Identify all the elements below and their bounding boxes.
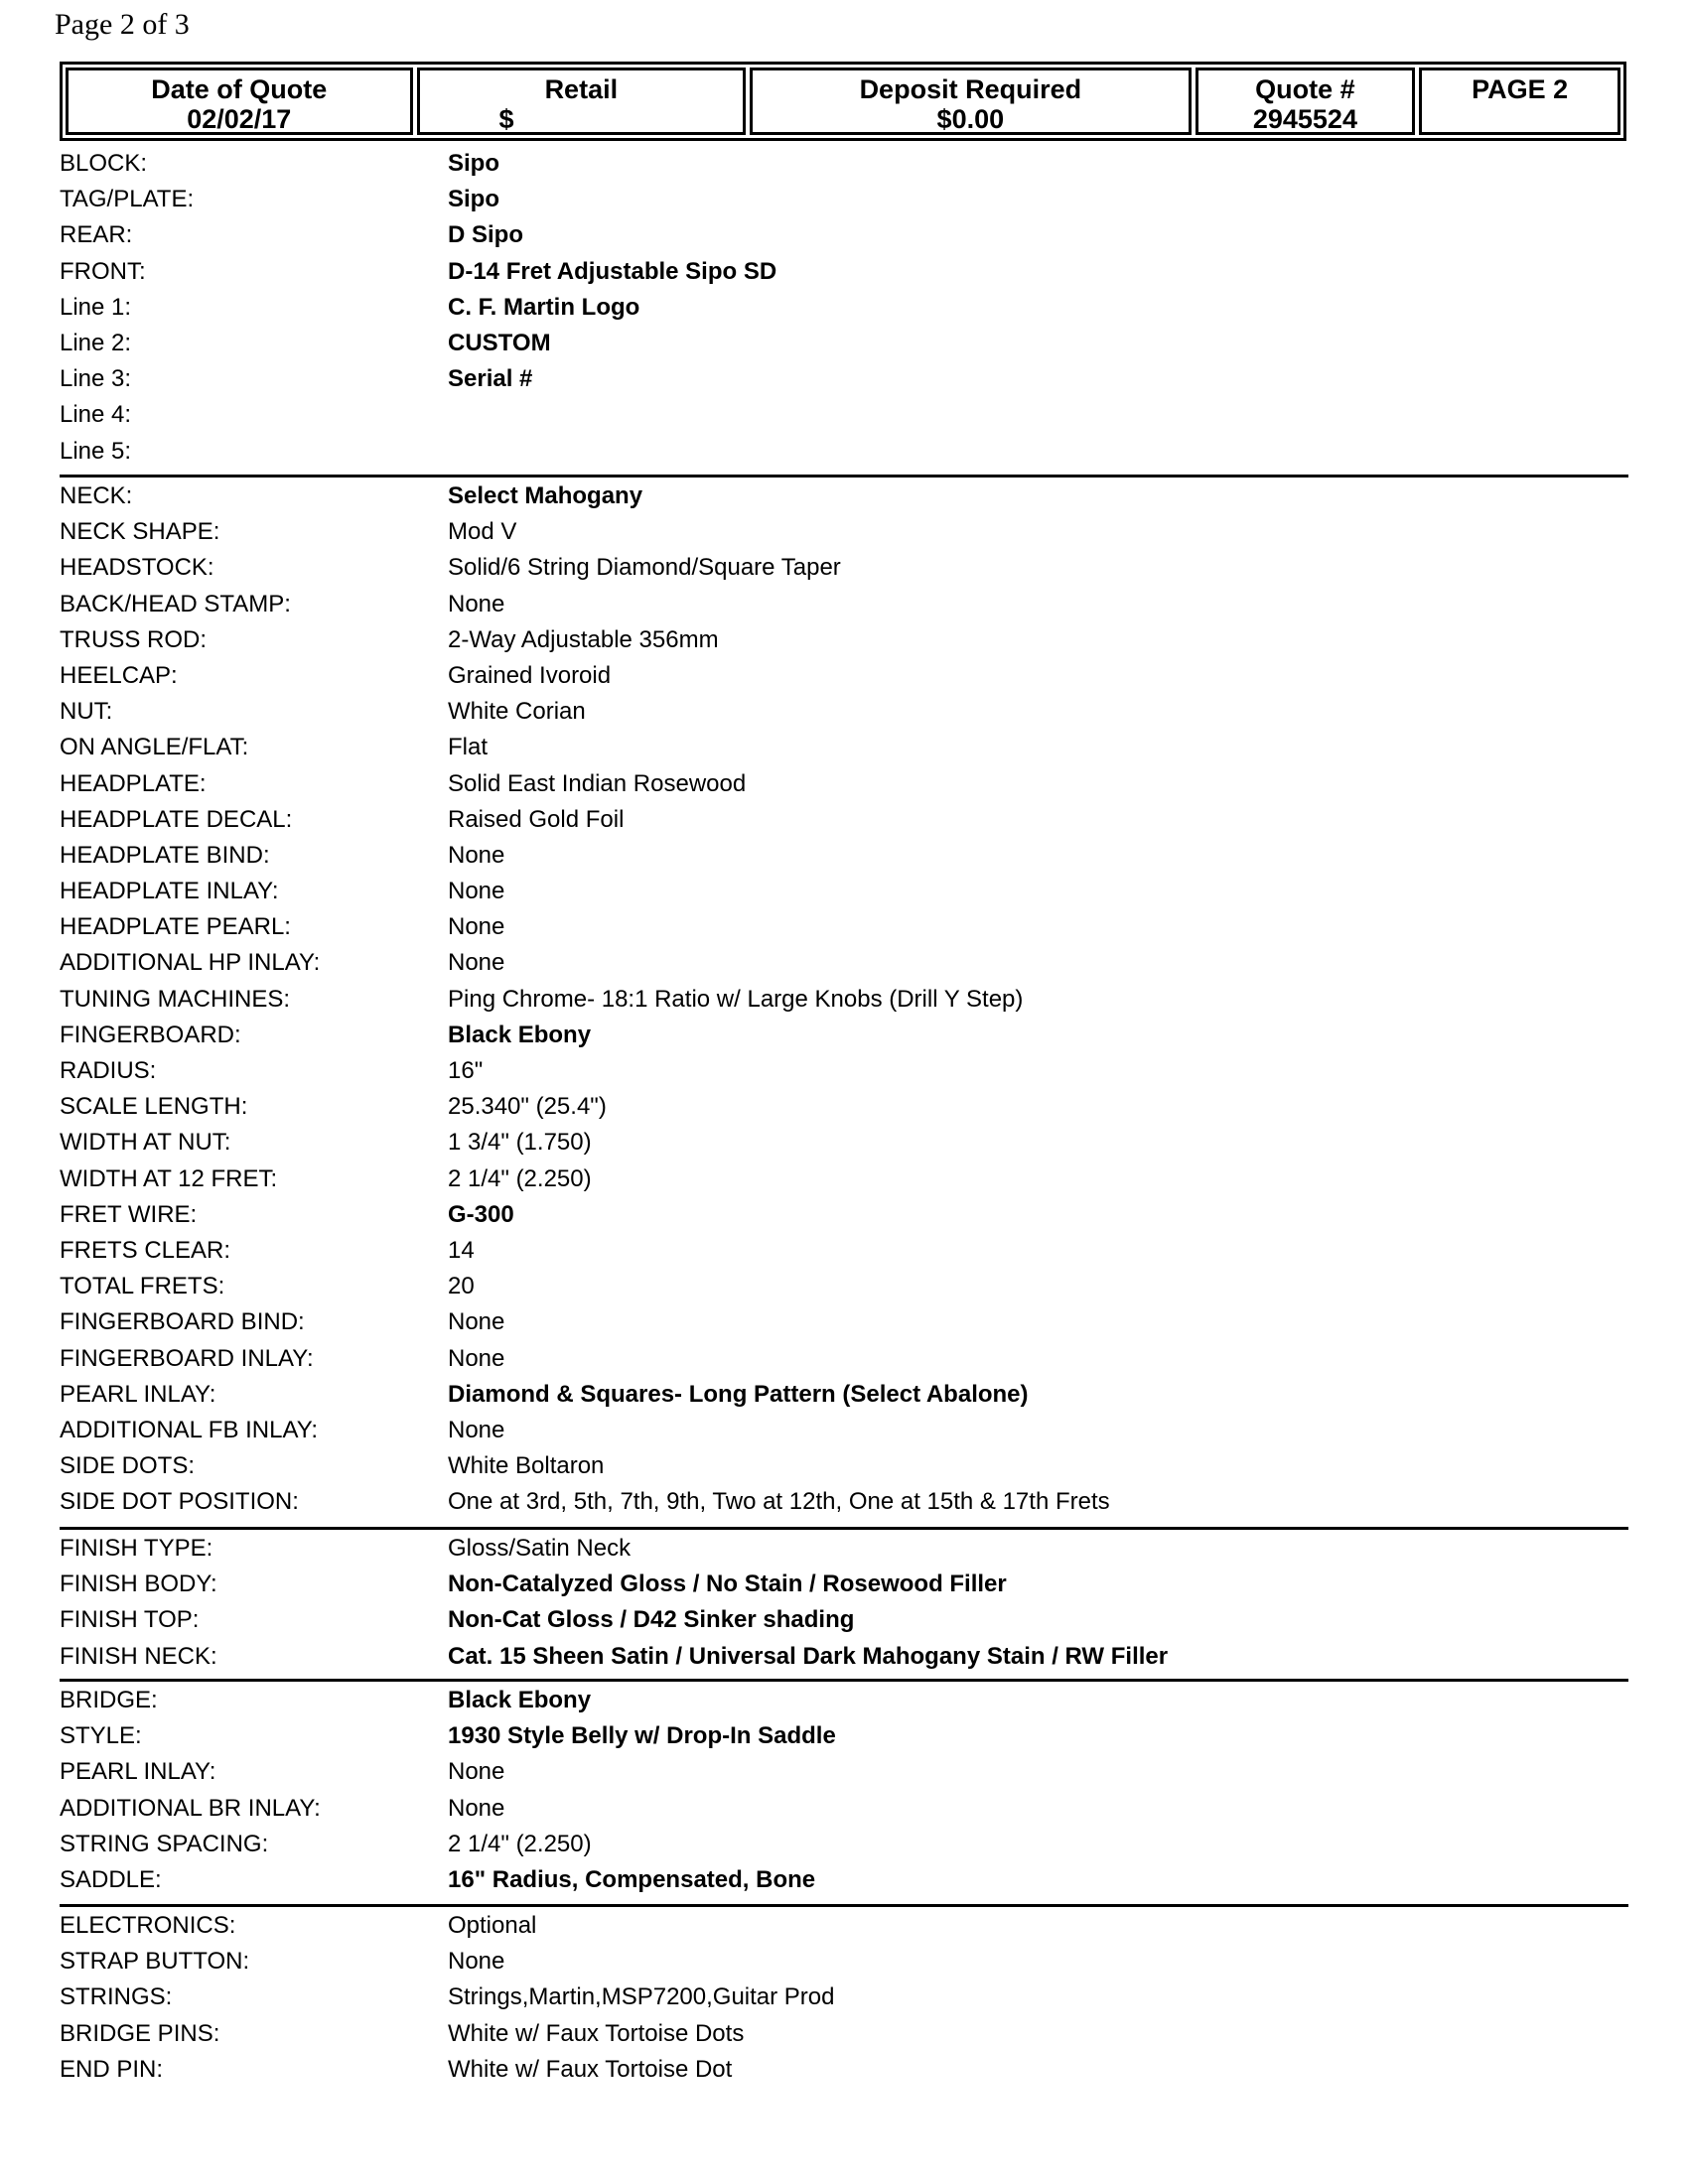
spec-value: 2 1/4" (2.250) [448, 1164, 592, 1192]
spec-value: Mod V [448, 518, 517, 546]
spec-row [60, 1719, 1628, 1755]
spec-row [60, 1603, 1628, 1639]
header-value: $0.00 [936, 104, 1005, 134]
spec-label: ELECTRONICS: [60, 1912, 236, 1939]
spec-value: D Sipo [448, 221, 523, 249]
spec-label: HEADPLATE: [60, 769, 207, 797]
block-section [60, 147, 1628, 471]
spec-row [60, 2053, 1628, 2089]
spec-value: Diamond & Squares- Long Pattern (Select Abalone) [448, 1380, 1029, 1408]
header-label: Quote # [1255, 74, 1355, 104]
spec-label: FINISH TYPE: [60, 1535, 213, 1562]
spec-label: HEADPLATE DECAL: [60, 805, 293, 833]
section-divider [60, 475, 1628, 478]
spec-value: G-300 [448, 1200, 514, 1228]
spec-value: Non-Catalyzed Gloss / No Stain / Rosewood Filler [448, 1570, 1007, 1598]
spec-label: HEADPLATE INLAY: [60, 878, 279, 905]
spec-label: STRAP BUTTON: [60, 1948, 250, 1976]
quote-number-cell [1196, 68, 1416, 135]
spec-value: None [448, 913, 505, 941]
spec-row [60, 1162, 1628, 1198]
section-divider [60, 1904, 1628, 1907]
finish-section [60, 1532, 1628, 1676]
spec-row [60, 1792, 1628, 1828]
spec-value: White w/ Faux Tortoise Dot [448, 2055, 733, 2083]
spec-value: White w/ Faux Tortoise Dots [448, 2019, 745, 2047]
section-divider [60, 1679, 1628, 1682]
spec-row [60, 1980, 1628, 2016]
section-divider [60, 1527, 1628, 1530]
spec-row [60, 1485, 1628, 1521]
spec-label: ADDITIONAL HP INLAY: [60, 949, 321, 977]
spec-label: ON ANGLE/FLAT: [60, 734, 249, 761]
header-value: 02/02/17 [187, 104, 292, 134]
spec-label: ADDITIONAL BR INLAY: [60, 1794, 321, 1822]
spec-label: STRING SPACING: [60, 1830, 269, 1857]
page-number-cell [1419, 68, 1620, 135]
header-value: 2945524 [1252, 104, 1357, 134]
spec-value: None [448, 841, 505, 869]
spec-row [60, 147, 1628, 183]
spec-row [60, 1270, 1628, 1305]
spec-row [60, 1019, 1628, 1054]
spec-value: One at 3rd, 5th, 7th, 9th, Two at 12th, One at 15th & 17th Frets [448, 1488, 1110, 1516]
spec-label: Line 2: [60, 329, 132, 356]
spec-label: PEARL INLAY: [60, 1380, 216, 1408]
spec-label: TOTAL FRETS: [60, 1273, 225, 1300]
spec-label: BRIDGE: [60, 1687, 158, 1713]
spec-row [60, 479, 1628, 515]
hardware-section [60, 1909, 1628, 2089]
spec-label: SIDE DOT POSITION: [60, 1488, 299, 1516]
spec-label: FINISH NECK: [60, 1642, 217, 1670]
header-label: Retail [544, 74, 619, 104]
spec-row [60, 255, 1628, 291]
spec-label: SIDE DOTS: [60, 1452, 196, 1480]
spec-row [60, 588, 1628, 623]
spec-row [60, 362, 1628, 398]
spec-row [60, 1126, 1628, 1161]
quote-header-table [60, 62, 1626, 141]
spec-value: Select Mahogany [448, 482, 643, 509]
spec-row [60, 731, 1628, 766]
header-label: Deposit Required [859, 74, 1082, 104]
spec-label: NUT: [60, 698, 113, 726]
spec-label: BRIDGE PINS: [60, 2019, 220, 2047]
spec-row [60, 1449, 1628, 1485]
spec-label: REAR: [60, 221, 133, 249]
spec-row [60, 1755, 1628, 1791]
spec-row [60, 398, 1628, 434]
spec-label: Line 1: [60, 293, 132, 321]
spec-row [60, 767, 1628, 803]
deposit-required-cell [750, 68, 1191, 135]
spec-row [60, 1054, 1628, 1090]
spec-value: Solid East Indian Rosewood [448, 769, 747, 797]
spec-label: STRINGS: [60, 1983, 173, 2011]
spec-label: NECK SHAPE: [60, 518, 220, 546]
spec-row [60, 839, 1628, 875]
spec-row [60, 1568, 1628, 1603]
spec-value: 2 1/4" (2.250) [448, 1830, 592, 1857]
spec-value: None [448, 1758, 505, 1786]
page-label: Page 2 of 3 [55, 8, 190, 41]
spec-row [60, 1909, 1628, 1945]
spec-row [60, 1090, 1628, 1126]
spec-row [60, 623, 1628, 659]
spec-value: Raised Gold Foil [448, 805, 625, 833]
spec-value: Gloss/Satin Neck [448, 1535, 632, 1562]
spec-label: Line 4: [60, 401, 132, 429]
spec-value: Optional [448, 1912, 537, 1939]
spec-row [60, 1640, 1628, 1676]
spec-label: HEADPLATE PEARL: [60, 913, 291, 941]
spec-label: END PIN: [60, 2055, 164, 2083]
spec-row [60, 218, 1628, 254]
spec-value: 1930 Style Belly w/ Drop-In Saddle [448, 1722, 836, 1750]
spec-label: SCALE LENGTH: [60, 1093, 248, 1121]
spec-value: CUSTOM [448, 329, 551, 356]
spec-label: STYLE: [60, 1722, 142, 1750]
spec-row [60, 1532, 1628, 1568]
spec-label: ADDITIONAL FB INLAY: [60, 1416, 319, 1443]
spec-label: WIDTH AT 12 FRET: [60, 1164, 278, 1192]
spec-row [60, 875, 1628, 910]
spec-label: Line 5: [60, 437, 132, 465]
spec-value: Sipo [448, 186, 499, 213]
spec-row [60, 1342, 1628, 1378]
spec-label: PEARL INLAY: [60, 1758, 216, 1786]
spec-value: 16" [448, 1057, 484, 1084]
spec-row [60, 695, 1628, 731]
spec-row [60, 1414, 1628, 1449]
spec-value: 2-Way Adjustable 356mm [448, 625, 719, 653]
header-label: PAGE 2 [1472, 74, 1569, 104]
spec-row [60, 1684, 1628, 1719]
spec-row [60, 803, 1628, 839]
spec-label: Line 3: [60, 365, 132, 393]
spec-row [60, 1305, 1628, 1341]
spec-row [60, 1378, 1628, 1414]
spec-label: FRONT: [60, 257, 146, 285]
spec-value: Strings,Martin,MSP7200,Guitar Prod [448, 1983, 835, 2011]
neck-section [60, 479, 1628, 1521]
spec-row [60, 2017, 1628, 2053]
spec-value: C. F. Martin Logo [448, 293, 640, 321]
spec-value: 14 [448, 1236, 475, 1264]
spec-row [60, 291, 1628, 327]
spec-value: None [448, 878, 505, 905]
spec-label: HEADPLATE BIND: [60, 841, 270, 869]
spec-value: Non-Cat Gloss / D42 Sinker shading [448, 1606, 855, 1634]
spec-value: None [448, 1416, 505, 1443]
spec-value: Sipo [448, 150, 499, 177]
spec-label: TRUSS ROD: [60, 625, 208, 653]
spec-value: 25.340" (25.4") [448, 1093, 607, 1121]
spec-value: None [448, 949, 505, 977]
spec-row [60, 551, 1628, 587]
spec-label: NECK: [60, 482, 133, 509]
spec-value: None [448, 1308, 505, 1336]
spec-row [60, 435, 1628, 471]
spec-value: Black Ebony [448, 1021, 592, 1048]
spec-row [60, 1945, 1628, 1980]
spec-label: FINGERBOARD INLAY: [60, 1344, 314, 1372]
spec-label: FINISH TOP: [60, 1606, 200, 1634]
spec-row [60, 515, 1628, 551]
spec-value: D-14 Fret Adjustable Sipo SD [448, 257, 777, 285]
spec-row [60, 1198, 1628, 1234]
spec-value: 20 [448, 1273, 475, 1300]
spec-row [60, 327, 1628, 362]
spec-label: HEADSTOCK: [60, 554, 214, 582]
spec-label: HEELCAP: [60, 661, 178, 689]
spec-value: None [448, 1344, 505, 1372]
spec-value: White Boltaron [448, 1452, 605, 1480]
spec-label: TUNING MACHINES: [60, 985, 291, 1013]
spec-label: BLOCK: [60, 150, 148, 177]
spec-label: FINGERBOARD BIND: [60, 1308, 305, 1336]
spec-value: None [448, 1948, 505, 1976]
spec-row [60, 183, 1628, 218]
spec-row [60, 659, 1628, 695]
header-label: Date of Quote [151, 74, 328, 104]
spec-row [60, 1828, 1628, 1863]
spec-value: 1 3/4" (1.750) [448, 1129, 592, 1157]
spec-label: FRETS CLEAR: [60, 1236, 231, 1264]
retail-cell [417, 68, 747, 135]
spec-value: 16" Radius, Compensated, Bone [448, 1865, 816, 1893]
spec-value: Black Ebony [448, 1687, 592, 1713]
spec-label: FINISH BODY: [60, 1570, 217, 1598]
spec-label: TAG/PLATE: [60, 186, 195, 213]
spec-label: BACK/HEAD STAMP: [60, 590, 291, 617]
spec-value: Solid/6 String Diamond/Square Taper [448, 554, 841, 582]
spec-value: White Corian [448, 698, 586, 726]
header-value: $ [498, 104, 514, 134]
spec-value: Serial # [448, 365, 533, 393]
spec-label: FRET WIRE: [60, 1200, 198, 1228]
spec-row [60, 910, 1628, 946]
spec-row [60, 946, 1628, 982]
spec-value: Ping Chrome- 18:1 Ratio w/ Large Knobs (Drill Y Step) [448, 985, 1024, 1013]
spec-label: WIDTH AT NUT: [60, 1129, 231, 1157]
date-of-quote-cell [66, 68, 413, 135]
spec-row [60, 1234, 1628, 1270]
spec-label: RADIUS: [60, 1057, 157, 1084]
spec-row [60, 983, 1628, 1019]
spec-value: None [448, 1794, 505, 1822]
spec-label: FINGERBOARD: [60, 1021, 241, 1048]
bridge-section [60, 1684, 1628, 1899]
spec-value: None [448, 590, 505, 617]
spec-row [60, 1863, 1628, 1899]
spec-value: Cat. 15 Sheen Satin / Universal Dark Mahogany Stain / RW Filler [448, 1642, 1169, 1670]
spec-value: Flat [448, 734, 489, 761]
spec-label: SADDLE: [60, 1865, 162, 1893]
spec-value: Grained Ivoroid [448, 661, 612, 689]
